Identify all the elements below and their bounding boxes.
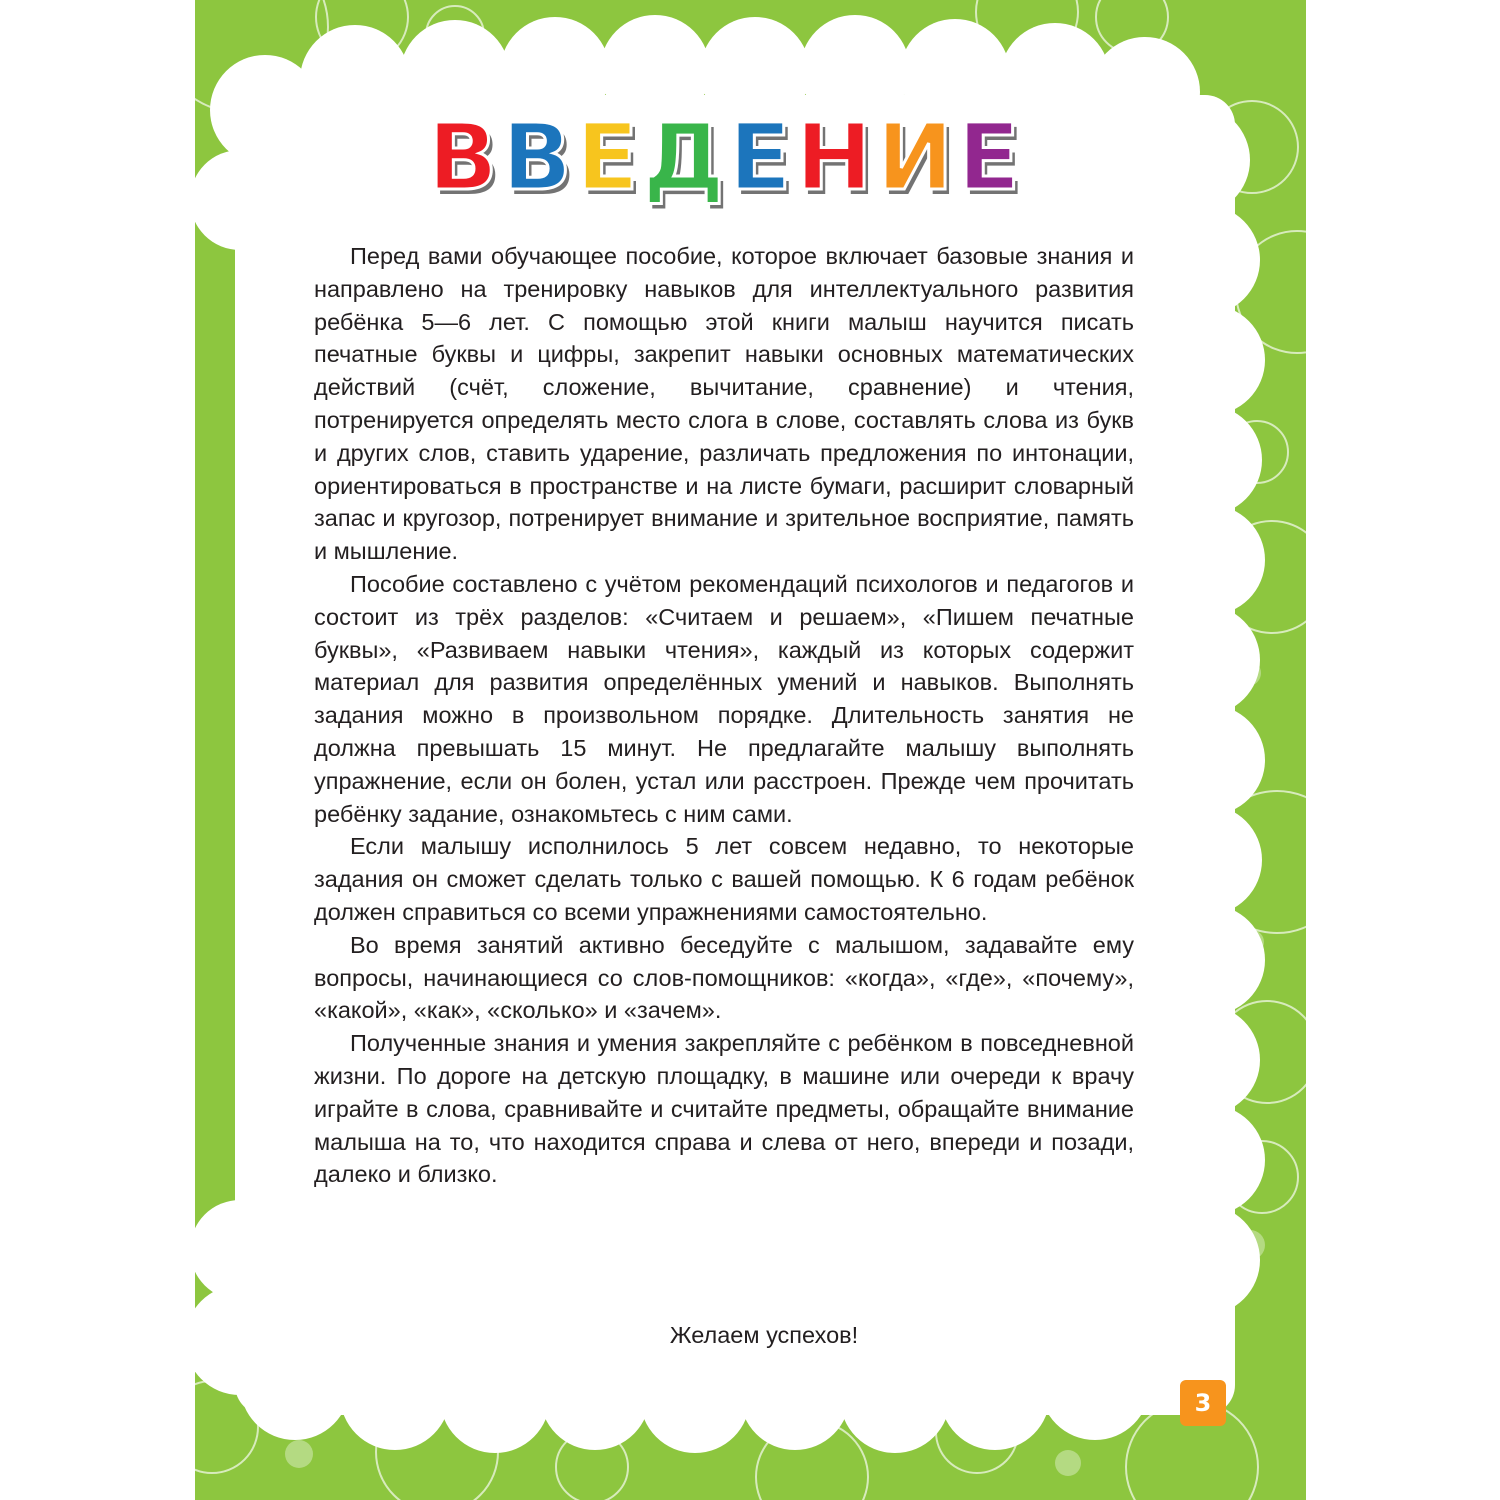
title-letter: Н [795, 104, 875, 211]
paragraph: Если малышу исполнилось 5 лет совсем недавно, то некоторые задания он сможет сделать только с вашей помощью. К 6 годам ребёнок должен справиться со всеми упражнениями самостоятельно. [314, 833, 1134, 925]
page-title [0, 104, 1450, 211]
title-letter: Е [575, 104, 641, 211]
title-letter: Е [728, 104, 794, 211]
paragraph: Перед вами обучающее пособие, которое включает базовые знания и направлено на тренировку навыков для интеллектуального развития ребёнка 5—6 лет. С помощью этой книги малыш научится писать печатные буквы и цифры, закрепит навыки основных математических действий (счёт, сложение, вычитание, сравнение) и чтения, потренируется определять место слога в слове, составлять слова из букв и других слов, ставить ударение, различать предложения по интонации, ориентироваться в пространстве и на листе бумаги, расширит словарный запас и кругозор, потренирует внимание и зрительное восприятие, память и мышление. [314, 243, 1134, 565]
paragraph: Во время занятий активно беседуйте с малышом, задавайте ему вопросы, начинающиеся со слов-помощников: «когда», «где», «почему», «какой», «как», «сколько» и «зачем». [314, 931, 1134, 1024]
title-letter: В [501, 104, 574, 211]
page-number-badge: 3 [1180, 1380, 1226, 1426]
closing-wish: Желаем успехов! [669, 1322, 859, 1348]
title-letter: И [876, 104, 956, 211]
paragraph: Пособие составлено с учётом рекомендаций психологов и педагогов и состоит из трёх разделов: «Считаем и решаем», «Пишем печатные буквы», «Развиваем навыки чтения», каждый из которых содержит материал для развития определённых умений и навыков. Выполнять задания можно в произвольном порядке. Длительность занятия не должна превышать 15 минут. Не предлагайте малышу выполнять упражнение, если он болен, устал или расстроен. Прежде чем прочитать ребёнку задание, ознакомьтесь с ним сами. [314, 570, 1134, 827]
paragraph: Полученные знания и умения закрепляйте с ребёнком в повседневной жизни. По дороге на детскую площадку, в машине или очереди к врачу играйте в слова, сравнивайте и считайте предметы, обращайте внимание малыша на то, что находится справа и слева от него, впереди и позади, далеко и близко. [314, 1030, 1134, 1188]
title-letter: Д [642, 104, 727, 211]
intro-text [314, 240, 1134, 1191]
title-letter: В [427, 104, 500, 211]
title-letter: Е [957, 104, 1023, 211]
